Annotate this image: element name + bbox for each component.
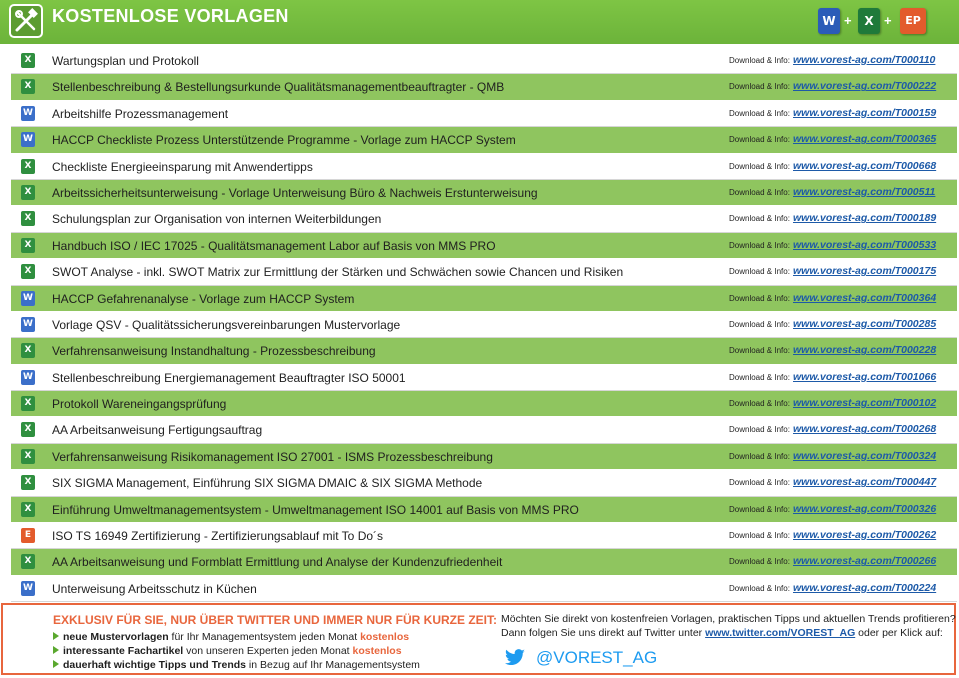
download-label: Download & Info:	[729, 187, 790, 197]
excel-file-icon: X	[21, 185, 35, 200]
twitter-bird-icon[interactable]	[503, 649, 527, 667]
download-label: Download & Info:	[729, 451, 790, 461]
twitter-url-link[interactable]: www.twitter.com/VOREST_AG	[705, 627, 856, 639]
template-download-link[interactable]: www.vorest-ag.com/T000159	[793, 106, 937, 119]
excel-file-icon: X	[21, 343, 35, 358]
template-title: Handbuch ISO / IEC 17025 - Qualitätsmanagement Labor auf Basis von MMS PRO	[52, 238, 496, 253]
page-title: KOSTENLOSE VORLAGEN	[52, 6, 289, 26]
download-label: Download & Info:	[729, 214, 790, 224]
word-file-icon: W	[21, 132, 35, 147]
download-label: Download & Info:	[729, 583, 790, 593]
tools-logo-icon	[9, 4, 43, 38]
template-title: Verfahrensanweisung Instandhaltung - Prozessbeschreibung	[52, 344, 376, 359]
excel-file-icon: X	[21, 475, 35, 490]
template-row	[11, 286, 957, 312]
template-title: Arbeitssicherheitsunterweisung - Vorlage Unterweisung Büro & Nachweis Erstunterweisung	[52, 185, 538, 200]
plus-sign: +	[884, 13, 892, 28]
template-title: Stellenbeschreibung & Bestellungsurkunde Qualitätsmanagementbeauftragter - QMB	[52, 80, 505, 95]
template-title: AA Arbeitsanweisung und Formblatt Ermittlung und Analyse der Kundenzufriedenheit	[52, 555, 503, 570]
template-download-link[interactable]: www.vorest-ag.com/T000511	[793, 185, 936, 198]
template-title: Stellenbeschreibung Energiemanagement Beauftragter ISO 50001	[52, 370, 406, 385]
download-label: Download & Info:	[729, 82, 790, 92]
template-download-link[interactable]: www.vorest-ag.com/T000268	[793, 423, 937, 436]
template-download-link[interactable]: www.vorest-ag.com/T000447	[793, 476, 937, 489]
template-download-link[interactable]: www.vorest-ag.com/T001066	[793, 370, 937, 383]
template-row	[11, 365, 957, 391]
template-row	[11, 101, 957, 127]
template-title: Protokoll Wareneingangsprüfung	[52, 397, 227, 412]
template-row	[11, 470, 957, 496]
bullet-arrow-icon	[53, 646, 59, 654]
template-download-link[interactable]: www.vorest-ag.com/T000262	[793, 529, 937, 542]
template-list	[11, 48, 957, 602]
template-row	[11, 206, 957, 232]
template-row	[11, 444, 957, 470]
word-file-icon: W	[21, 317, 35, 332]
template-title: Unterweisung Arbeitsschutz in Küchen	[52, 581, 257, 596]
template-row	[11, 417, 957, 443]
template-download-link[interactable]: www.vorest-ag.com/T000222	[793, 80, 937, 93]
word-file-icon: W	[21, 581, 35, 596]
plus-sign: +	[844, 13, 852, 28]
template-row	[11, 127, 957, 153]
excel-file-icon: X	[21, 159, 35, 174]
excel-file-icon: X	[21, 554, 35, 569]
download-label: Download & Info:	[729, 531, 790, 541]
excel-file-icon: X	[21, 53, 35, 68]
excel-file-icon: X	[21, 264, 35, 279]
download-label: Download & Info:	[729, 319, 790, 329]
excel-icon: X	[858, 8, 880, 34]
download-label: Download & Info:	[729, 161, 790, 171]
excel-file-icon: X	[21, 211, 35, 226]
template-download-link[interactable]: www.vorest-ag.com/T000102	[793, 397, 937, 410]
bullet-arrow-icon	[53, 660, 59, 668]
template-row	[11, 48, 957, 74]
template-download-link[interactable]: www.vorest-ag.com/T000228	[793, 344, 937, 357]
promo-bullet: dauerhaft wichtige Tipps und Trends in Bezug auf Ihr Managementsystem	[53, 659, 420, 671]
download-label: Download & Info:	[729, 56, 790, 65]
download-label: Download & Info:	[729, 267, 790, 277]
template-row	[11, 523, 957, 549]
template-title: Wartungsplan und Protokoll	[52, 54, 199, 68]
excel-file-icon: X	[21, 396, 35, 411]
template-title: Verfahrensanweisung Risikomanagement ISO 27001 - ISMS Prozessbeschreibung	[52, 449, 493, 464]
template-title: HACCP Gefahrenanalyse - Vorlage zum HACCP System	[52, 291, 355, 306]
excel-file-icon: X	[21, 422, 35, 437]
download-label: Download & Info:	[729, 240, 790, 250]
template-download-link[interactable]: www.vorest-ag.com/T000533	[793, 238, 937, 251]
template-download-link[interactable]: www.vorest-ag.com/T000324	[793, 449, 937, 462]
promo-text-follow: Dann folgen Sie uns direkt auf Twitter unter www.twitter.com/VOREST_AG oder per Klick auf:	[501, 627, 943, 639]
template-title: Schulungsplan zur Organisation von internen Weiterbildungen	[52, 212, 382, 227]
template-row	[11, 233, 957, 259]
word-file-icon: W	[21, 291, 35, 306]
pdf-icon: EP	[900, 8, 926, 34]
pdf-file-icon: E	[21, 528, 35, 543]
template-title: ISO TS 16949 Zertifizierung - Zertifizierungsablauf mit To Do´s	[52, 529, 384, 544]
promo-bullet: interessante Fachartikel von unseren Experten jeden Monat kostenlos	[53, 645, 402, 657]
promo-headline: EXKLUSIV FÜR SIE, NUR ÜBER TWITTER UND IMMER NUR FÜR KURZE ZEIT:	[53, 613, 497, 627]
template-download-link[interactable]: www.vorest-ag.com/T000326	[793, 502, 937, 515]
download-label: Download & Info:	[729, 504, 790, 514]
template-row	[11, 154, 957, 180]
template-download-link[interactable]: www.vorest-ag.com/T000364	[793, 291, 937, 304]
template-download-link[interactable]: www.vorest-ag.com/T000175	[793, 265, 937, 278]
template-row	[11, 74, 957, 100]
template-title: SWOT Analyse - inkl. SWOT Matrix zur Ermittlung der Stärken und Schwächen sowie Chancen und Risiken	[52, 265, 624, 280]
excel-file-icon: X	[21, 238, 35, 253]
download-label: Download & Info:	[729, 293, 790, 303]
template-title: Vorlage QSV - Qualitätssicherungsvereinbarungen Mustervorlage	[52, 317, 401, 332]
template-title: Arbeitshilfe Prozessmanagement	[52, 106, 229, 121]
template-download-link[interactable]: www.vorest-ag.com/T000285	[793, 317, 937, 330]
twitter-promo-box	[1, 603, 956, 675]
template-title: Checkliste Energieeinsparung mit Anwendertipps	[52, 159, 313, 174]
excel-file-icon: X	[21, 502, 35, 517]
template-title: Einführung Umweltmanagementsystem - Umweltmanagement ISO 14001 auf Basis von MMS PRO	[52, 502, 579, 517]
word-file-icon: W	[21, 106, 35, 121]
excel-file-icon: X	[21, 449, 35, 464]
header-banner	[0, 0, 959, 44]
download-label: Download & Info:	[729, 135, 790, 145]
template-title: SIX SIGMA Management, Einführung SIX SIGMA DMAIC & SIX SIGMA Methode	[52, 476, 483, 491]
template-row	[11, 549, 957, 575]
template-download-link[interactable]: www.vorest-ag.com/T000110	[793, 54, 936, 66]
template-download-link[interactable]: www.vorest-ag.com/T000668	[793, 159, 937, 172]
download-label: Download & Info:	[729, 108, 790, 118]
template-download-link[interactable]: www.vorest-ag.com/T000365	[793, 133, 937, 146]
bullet-arrow-icon	[53, 632, 59, 640]
word-icon: W	[818, 8, 840, 34]
excel-file-icon: X	[21, 79, 35, 94]
promo-text: Möchten Sie direkt von kostenfreien Vorlagen, praktischen Tipps und aktuellen Trends profitieren?	[501, 613, 956, 625]
template-row	[11, 576, 957, 602]
twitter-handle-link[interactable]: @VOREST_AG	[536, 648, 658, 667]
template-row	[11, 180, 957, 206]
download-label: Download & Info:	[729, 557, 790, 567]
template-download-link[interactable]: www.vorest-ag.com/T000189	[793, 212, 937, 225]
template-row	[11, 338, 957, 364]
promo-bullet: neue Mustervorlagen für Ihr Managementsystem jeden Monat kostenlos	[53, 631, 409, 643]
template-download-link[interactable]: www.vorest-ag.com/T000266	[793, 555, 937, 568]
template-row	[11, 391, 957, 417]
download-label: Download & Info:	[729, 478, 790, 488]
template-title: HACCP Checkliste Prozess Unterstützende Programme - Vorlage zum HACCP System	[52, 133, 516, 148]
template-row	[11, 312, 957, 338]
download-label: Download & Info:	[729, 346, 790, 356]
template-row	[11, 497, 957, 523]
download-label: Download & Info:	[729, 425, 790, 435]
template-title: AA Arbeitsanweisung Fertigungsauftrag	[52, 423, 263, 438]
download-label: Download & Info:	[729, 372, 790, 382]
download-label: Download & Info:	[729, 399, 790, 409]
template-row	[11, 259, 957, 285]
word-file-icon: W	[21, 370, 35, 385]
template-download-link[interactable]: www.vorest-ag.com/T000224	[793, 581, 937, 594]
